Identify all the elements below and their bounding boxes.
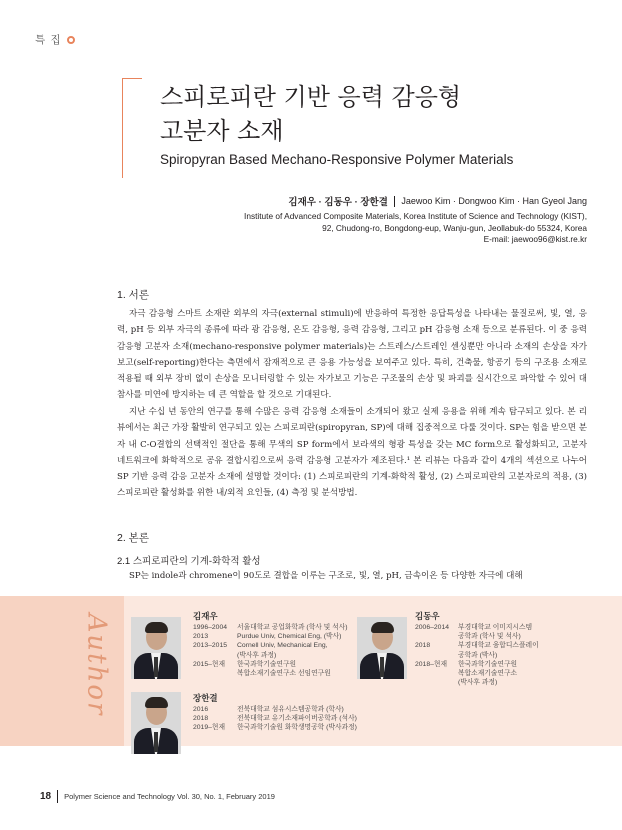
body-paragraph-1: SP는 indole과 chromene이 90도로 결합을 이루는 구조로, 빛, 열, pH, 금속이온 등 다양한 자극에 대해	[129, 571, 523, 581]
page-number: 18	[40, 791, 52, 802]
journal-info: Polymer Science and Technology Vol. 30, No. 1, February 2019	[64, 792, 275, 801]
intro-paragraph-1: 자극 감응형 스마트 소재란 외부의 자극(external stimuli)에 반응하여 특정한 응답특성을 나타내는 물질로써, 빛, 열, 응력, pH 등 외부 자극의 종류에 따라 광 감응형, 온도 감응형, 응력 감응형, 그리고 pH 감응형 소재 등으로 분류된다. 이 중 응력 감응형 고분자 소재(mechano-responsive polymer materials)는 스트레스/스트레인 센싱뿐만 아니라 소재의 손상을 자가보고(self-reporting)한다는 측면에서 잠재적으로 큰 응용 가능성을 보여주고 있다. 특히, 건축물, 항공기 등의 구조용 소재로 적용될 때 외부 장비 없이 손상을 모니터링할 수 있는 자가보고 기능은 구조물의 손상 및 파괴를 실시간으로 파악할 수 있어 대참사를 미연에 방지하는 데 큰 역할을 할 것으로 기대된다.	[117, 309, 587, 401]
page-footer	[40, 790, 275, 803]
section-heading-intro: 1. 서론	[117, 289, 149, 301]
section-heading-body: 2. 본론	[117, 532, 149, 544]
author-photo	[131, 692, 181, 754]
cv-entry: 2018 부경대학교 융합디스플레이 공학과 (박사)	[415, 642, 539, 659]
author-label: Author	[81, 613, 112, 717]
cv-entry: 2013 Purdue Univ, Chemical Eng, (박사)	[193, 633, 342, 641]
cv-entry: 2015–현재 한국과학기술연구원 복합소재기술연구소 선임연구원	[193, 660, 331, 678]
affiliation-email: E-mail: jaewoo96@kist.re.kr	[483, 234, 587, 244]
affiliation	[244, 211, 587, 246]
author-name: 장한결	[193, 693, 218, 703]
article-title-line-2: 고분자 소재	[160, 117, 284, 145]
subsection-heading: 2.1 스피로피란의 기계-화학적 활성	[117, 556, 261, 567]
affiliation-line-1: Institute of Advanced Composite Materials, Korea Institute of Science and Technology (KIST),	[244, 211, 587, 221]
author-name: 김동우	[415, 611, 440, 621]
authors-korean: 김재우 · 김동우 · 장한결	[288, 197, 388, 208]
intro-paragraph-2: 지난 수십 년 동안의 연구를 통해 수많은 응력 감응형 소재들이 소개되어 왔고 실제 응용을 위해 계속 탐구되고 있다. 본 리뷰에서는 최근 가장 활발히 연구되고 있는 스피로피란(spiropyran, SP)에 대해 집중적으로 다룰 것이다. SP는 힘을 받으면 분자 내 C-O결합의 선택적인 절단을 통해 무색의 SP form에서 보라색의 형광 특성을 갖는 MC form으로 활성화되고, 고분자 네트워크에 화학적으로 공유 결합시킴으로써 응력 감응형 고분자가 제조된다.¹ 본 리뷰는 다음과 같이 4개의 섹션으로 나누어 SP 기반 응력 감응 고분자 소재에 설명할 것이다: (1) 스피로피란의 기계-화학적 활성, (2) 스피로피란의 고분자로의 적용, (3) 스피로피란 활성화를 위한 내/외적 요인들, (4) 측정 및 분석방법.	[117, 407, 587, 499]
article-title-line-1: 스피로피란 기반 응력 감응형	[160, 83, 462, 111]
author-name: 김재우	[193, 611, 218, 621]
authors-english: Jaewoo Kim · Dongwoo Kim · Han Gyeol Jang	[401, 196, 587, 206]
author-line	[288, 194, 587, 208]
circle-icon	[67, 36, 75, 44]
cv-entry: 2013–2015 Cornell Univ, Mechanical Eng, (박사후 과정)	[193, 642, 328, 659]
cv-entry: 2018 전북대학교 유기소재파이버공학과 (석사)	[193, 715, 357, 723]
article-title-english: Spiropyran Based Mechano-Responsive Polymer Materials	[160, 152, 514, 167]
author-cv	[415, 623, 595, 687]
section-tag-label: 특 집	[35, 34, 62, 46]
author-divider	[394, 196, 396, 207]
footer-divider	[57, 790, 58, 803]
title-accent-line	[122, 78, 142, 79]
cv-entry: 2006–2014 부경대학교 이미지시스템 공학과 (학사 및 석사)	[415, 624, 533, 641]
title-accent-bar	[122, 78, 123, 178]
author-photo	[131, 617, 181, 679]
cv-entry: 2019–현재 한국과학기술원 화학생명공학 (박사과정)	[193, 724, 357, 732]
cv-entry: 2016 전북대학교 섬유시스템공학과 (학사)	[193, 706, 344, 713]
cv-entry: 1996–2004 서울대학교 공업화학과 (학사 및 석사)	[193, 624, 348, 631]
author-cv	[193, 705, 413, 733]
author-photo	[357, 617, 407, 679]
affiliation-line-2: 92, Chudong-ro, Bongdong-eup, Wanju-gun, Jeollabuk-do 55324, Korea	[322, 222, 587, 233]
cv-entry: 2018–현재 한국과학기술연구원 복합소재기술연구소 (박사후 과정)	[415, 660, 518, 687]
section-tag	[35, 32, 75, 47]
article-title-korean	[160, 80, 580, 148]
